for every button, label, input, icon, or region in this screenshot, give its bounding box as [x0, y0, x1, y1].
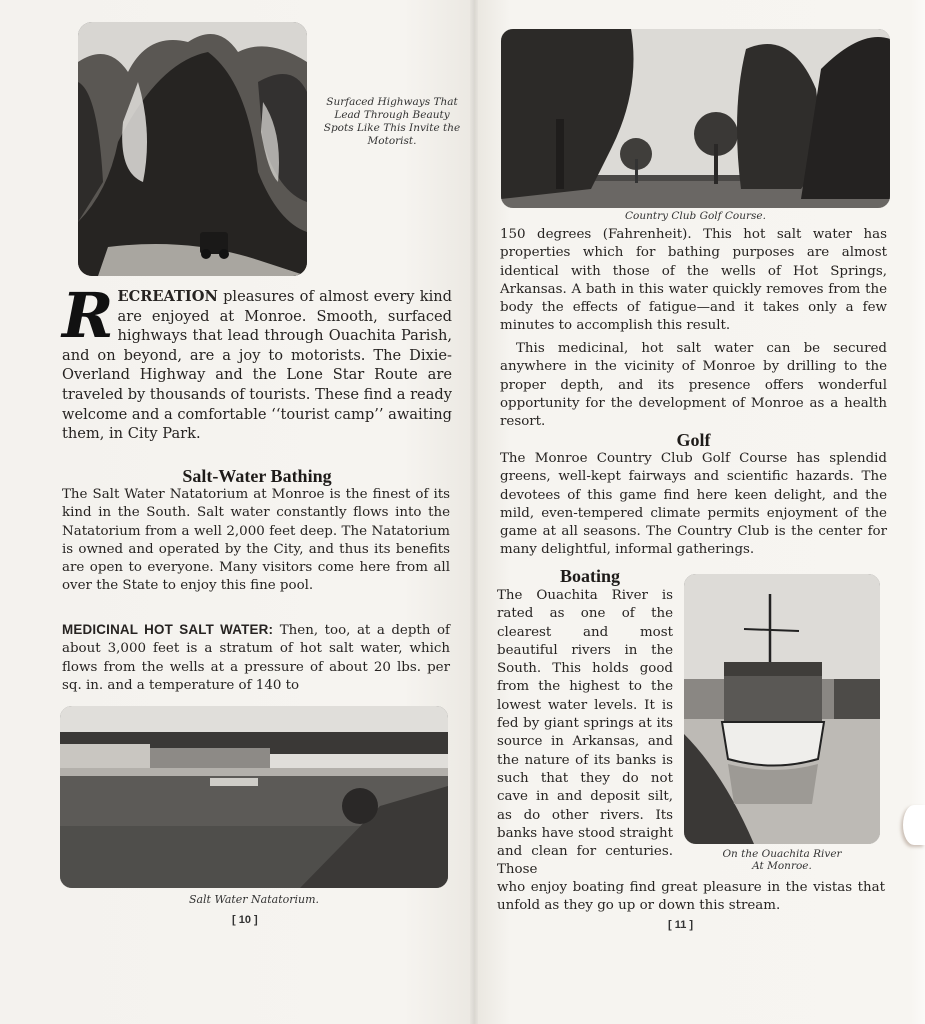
heading-salt-water-bathing: Salt-Water Bathing	[182, 466, 332, 486]
page-edge	[911, 0, 925, 1024]
medicinal-continued-paragraph-2: This medicinal, hot salt water can be secured anywhere in the vicinity of Monroe by drilling to the proper depth, and its presence offers wonderful opportunity for the development of Monroe as a health resort.	[500, 341, 887, 430]
recreation-text: pleasures of almost every kind are enjoyed at Monroe. Smooth, surfaced highways that lead through Ouachita Parish, and on beyond, are a joy to motorists. The Dixie-Overland Highway and the Lone Star Route are traveled by thousands of tourists. These find a ready welcome and a comfortable ‘‘tourist camp’’ awaiting them, in City Park.	[62, 288, 452, 443]
page-number-left: [ 10 ]	[232, 914, 258, 926]
boating-paragraph-column: The Ouachita River is rated as one of the clearest and most beautiful rivers in the South. This holds good from the highest to the lowest water levels. It is fed by giant springs at its source in Arkansas, and the nature of its banks is such that they do not cave in and deposit silt, as do other rivers. Its banks have stood straight and clean for centuries. Those	[497, 588, 673, 878]
recreation-paragraph	[62, 279, 452, 444]
caption-golf: Country Club Golf Course.	[625, 210, 766, 222]
golf-course-image	[501, 29, 890, 208]
recreation-lead-word: ECREATION	[117, 288, 218, 305]
page-number-right: [ 11 ]	[668, 919, 694, 931]
heading-golf: Golf	[676, 430, 711, 450]
golf-paragraph: The Monroe Country Club Golf Course has splendid greens, well-kept fairways and scientific hazards. The devotees of this game find here keen delight, and the mild, even-tempered climate permits enjoyment of the game at all seasons. The Country Club is the center for many delightful, informal gatherings.	[500, 451, 887, 558]
photo-golf	[501, 29, 890, 208]
caption-boat	[684, 848, 880, 872]
caption-boat-line1: On the Ouachita River	[722, 848, 842, 860]
salt-water-bathing-paragraph: The Salt Water Natatorium at Monroe is the finest of its kind in the South. Salt water constantly flows into the Natatorium from a well 2,000 feet deep. The Natatorium is owned and operated by the City, and thus its benefits are open to everyone. Many visitors come here from all over the State to enjoy this fine pool.	[62, 487, 450, 594]
medicinal-label: MEDICINAL HOT SALT WATER:	[62, 622, 274, 637]
caption-boat-line2: At Monroe.	[752, 860, 812, 872]
medicinal-text: Then, too, at a depth of about 3,000 feet is a stratum of hot salt water, which flows from the wells at a pressure of about 20 lbs. per sq. in. and a temperature of 140 to	[62, 623, 450, 693]
medicinal-paragraph	[62, 621, 450, 695]
photo-natatorium	[60, 706, 448, 888]
heading-boating: Boating	[559, 566, 620, 586]
highway-trees-image	[78, 22, 307, 276]
page-gutter	[470, 0, 478, 1024]
river-boat-image	[684, 574, 880, 844]
caption-highway: Surfaced Highways That Lead Through Beauty Spots Like This Invite the Motorist.	[323, 96, 461, 147]
dropcap-letter: R	[62, 279, 114, 352]
boating-paragraph-full: who enjoy boating find great pleasure in the vistas that unfold as they go up or down this stream.	[497, 880, 885, 914]
paper-tear	[903, 805, 925, 845]
medicinal-continued-paragraph-1: 150 degrees (Fahrenheit). This hot salt water has properties which for bathing purposes are almost identical with those of the wells of Hot Springs, Arkansas. A bath in this water quickly removes from the body the effects of fatigue—and it takes only a few minutes to accomplish this result.	[500, 227, 887, 334]
caption-natatorium: Salt Water Natatorium.	[188, 893, 320, 906]
photo-boat	[684, 574, 880, 844]
natatorium-pool-image	[60, 706, 448, 888]
photo-highway	[78, 22, 307, 276]
